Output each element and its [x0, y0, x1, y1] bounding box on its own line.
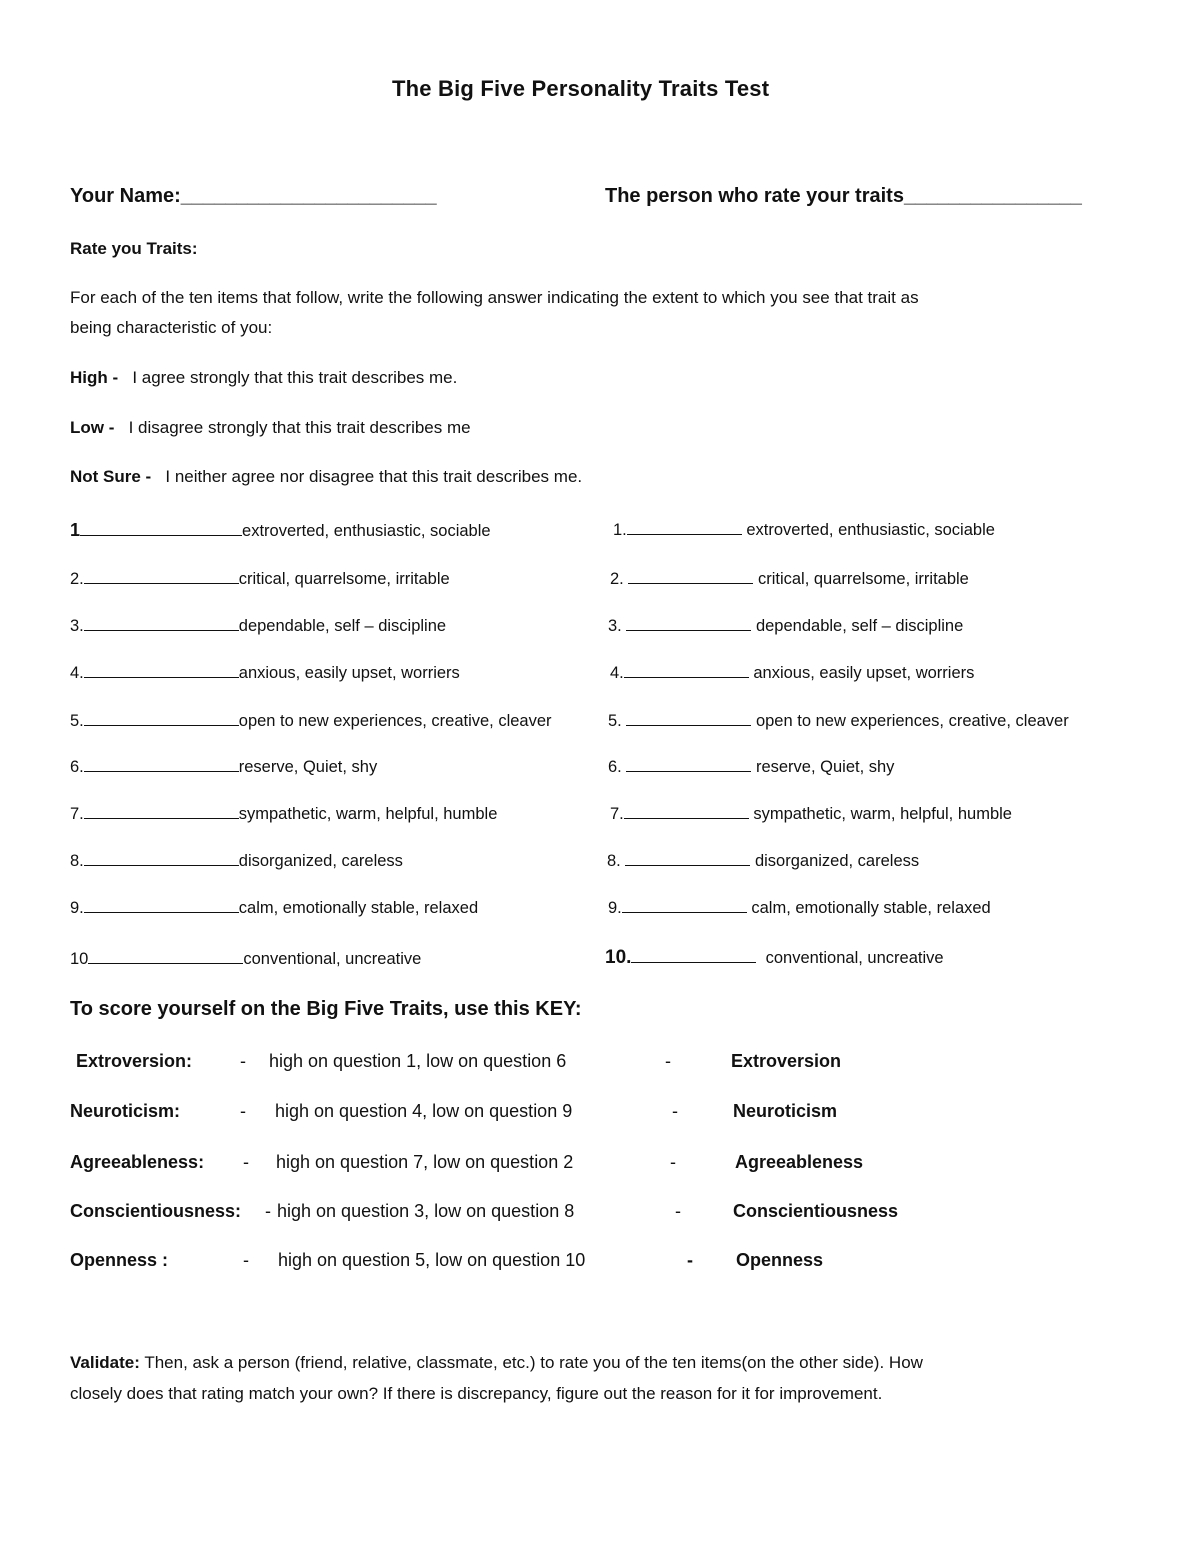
key-trait: Conscientiousness: [70, 1201, 242, 1221]
item-number: 1. [613, 521, 627, 539]
key-dash: - [240, 1101, 246, 1121]
item-text: dependable, self – discipline [755, 617, 964, 635]
item-text: extroverted, enthusiastic, sociable [242, 522, 491, 540]
right-item [613, 520, 995, 540]
item-text: critical, quarrelsome, irritable [757, 570, 969, 588]
key-trait: Extroversion: [76, 1051, 193, 1071]
item-number: 3. [70, 617, 84, 635]
key-heading: To score yourself on the Big Five Traits, use this KEY: [70, 998, 582, 1020]
key-dash: - [672, 1101, 678, 1121]
key-dash: - [675, 1201, 681, 1221]
answer-blank[interactable] [84, 711, 239, 726]
key-rule: high on question 5, low on question 10 [278, 1250, 586, 1270]
answer-blank[interactable] [626, 711, 751, 726]
answer-blank[interactable] [84, 851, 239, 866]
item-text: anxious, easily upset, worriers [238, 664, 460, 682]
key-result: Agreeableness [735, 1152, 864, 1172]
item-number: 8. [607, 852, 621, 870]
item-text: reserve, Quiet, shy [755, 758, 895, 776]
left-item [70, 616, 446, 636]
item-number: 1 [70, 520, 81, 540]
key-dash: - [665, 1051, 671, 1071]
your-name-field[interactable]: Your Name:_______________________ [70, 185, 437, 207]
right-item [608, 616, 963, 636]
validate-line-1 [70, 1353, 923, 1373]
answer-blank[interactable] [84, 569, 239, 584]
scale-text: I neither agree nor disagree that this trait describes me. [165, 467, 583, 486]
item-number: 7. [610, 805, 624, 823]
right-item [607, 851, 919, 871]
item-number: 10. [605, 947, 632, 968]
rater-name-field[interactable]: The person who rate your traits________________ [605, 185, 1082, 207]
answer-blank[interactable] [627, 520, 742, 535]
right-item [610, 569, 969, 589]
validate-text: Then, ask a person (friend, relative, classmate, etc.) to rate you of the ten items(on the other side). How [139, 1353, 923, 1372]
item-number: 5. [608, 712, 622, 730]
key-rule: high on question 7, low on question 2 [276, 1152, 574, 1172]
key-rule: high on question 1, low on question 6 [269, 1051, 567, 1071]
answer-blank[interactable] [84, 663, 239, 678]
scale-low [70, 418, 471, 438]
key-trait: Neuroticism: [70, 1101, 181, 1121]
answer-blank[interactable] [624, 804, 749, 819]
left-item [70, 711, 552, 731]
right-item [608, 711, 1069, 731]
item-text: critical, quarrelsome, irritable [238, 570, 450, 588]
left-item [70, 949, 421, 969]
scale-high [70, 368, 457, 388]
instructions-line-1: For each of the ten items that follow, write the following answer indicating the extent to which you see that trait as [70, 288, 919, 307]
key-trait: Openness : [70, 1250, 169, 1270]
key-dash: - [265, 1201, 271, 1221]
item-text: calm, emotionally stable, relaxed [238, 899, 479, 917]
item-number: 9. [608, 899, 622, 917]
item-number: 9. [70, 899, 84, 917]
right-item [610, 804, 1012, 824]
answer-blank[interactable] [628, 569, 753, 584]
key-dash: - [240, 1051, 246, 1071]
key-trait: Agreeableness: [70, 1152, 205, 1172]
item-text: open to new experiences, creative, cleaver [755, 712, 1069, 730]
key-rule: high on question 4, low on question 9 [275, 1101, 573, 1121]
validate-label: Validate: [70, 1353, 140, 1372]
item-text: extroverted, enthusiastic, sociable [746, 521, 995, 539]
scale-text: I disagree strongly that this trait describes me [128, 418, 471, 437]
right-item [608, 757, 894, 777]
item-number: 7. [70, 805, 84, 823]
scale-label: Low - [70, 418, 115, 437]
answer-blank[interactable] [622, 898, 747, 913]
item-text: reserve, Quiet, shy [238, 758, 378, 776]
item-number: 6. [70, 758, 84, 776]
right-item [610, 663, 974, 683]
answer-blank[interactable] [84, 616, 239, 631]
answer-blank[interactable] [624, 663, 749, 678]
item-text: disorganized, careless [754, 852, 920, 870]
key-result: Neuroticism [733, 1101, 838, 1121]
item-number: 10 [70, 950, 89, 968]
item-text: anxious, easily upset, worriers [753, 664, 975, 682]
answer-blank[interactable] [84, 898, 239, 913]
scale-text: I agree strongly that this trait describes me. [132, 368, 458, 387]
item-number: 2. [610, 570, 624, 588]
scale-not-sure [70, 467, 582, 487]
item-number: 2. [70, 570, 84, 588]
answer-blank[interactable] [626, 757, 751, 772]
item-text: sympathetic, warm, helpful, humble [238, 805, 498, 823]
rate-heading: Rate you Traits: [70, 239, 198, 258]
left-item [70, 663, 460, 683]
key-dash: - [243, 1250, 249, 1270]
right-item [608, 898, 991, 918]
key-result: Extroversion [731, 1051, 842, 1071]
right-item [605, 947, 944, 969]
key-result: Conscientiousness [733, 1201, 899, 1221]
item-number: 8. [70, 852, 84, 870]
left-item [70, 898, 478, 918]
answer-blank[interactable] [88, 949, 243, 964]
item-number: 4. [70, 664, 84, 682]
item-text: conventional, uncreative [765, 949, 944, 967]
answer-blank[interactable] [631, 948, 756, 963]
page-title: The Big Five Personality Traits Test [392, 76, 770, 101]
scale-label: Not Sure - [70, 467, 152, 486]
left-item [70, 569, 450, 589]
item-text: calm, emotionally stable, relaxed [751, 899, 991, 917]
validate-line-2: closely does that rating match your own? If there is discrepancy, figure out the reason for it for improvement. [70, 1384, 883, 1403]
item-number: 3. [608, 617, 622, 635]
left-item [70, 851, 403, 871]
answer-blank[interactable] [625, 851, 750, 866]
item-text: open to new experiences, creative, cleaver [238, 712, 552, 730]
scale-label: High - [70, 368, 119, 387]
key-dash: - [687, 1250, 693, 1270]
item-text: dependable, self – discipline [238, 617, 447, 635]
item-number: 5. [70, 712, 84, 730]
answer-blank[interactable] [84, 804, 239, 819]
answer-blank[interactable] [80, 521, 242, 536]
instructions-line-2: being characteristic of you: [70, 318, 273, 337]
left-item [70, 804, 497, 824]
answer-blank[interactable] [84, 757, 239, 772]
item-number: 4. [610, 664, 624, 682]
item-number: 6. [608, 758, 622, 776]
answer-blank[interactable] [626, 616, 751, 631]
key-dash: - [243, 1152, 249, 1172]
key-dash: - [670, 1152, 676, 1172]
key-rule: high on question 3, low on question 8 [277, 1201, 575, 1221]
item-text: conventional, uncreative [243, 950, 422, 968]
item-text: sympathetic, warm, helpful, humble [753, 805, 1012, 823]
left-item [70, 757, 377, 777]
key-result: Openness [736, 1250, 824, 1270]
left-item [70, 520, 491, 541]
item-text: disorganized, careless [238, 852, 403, 870]
